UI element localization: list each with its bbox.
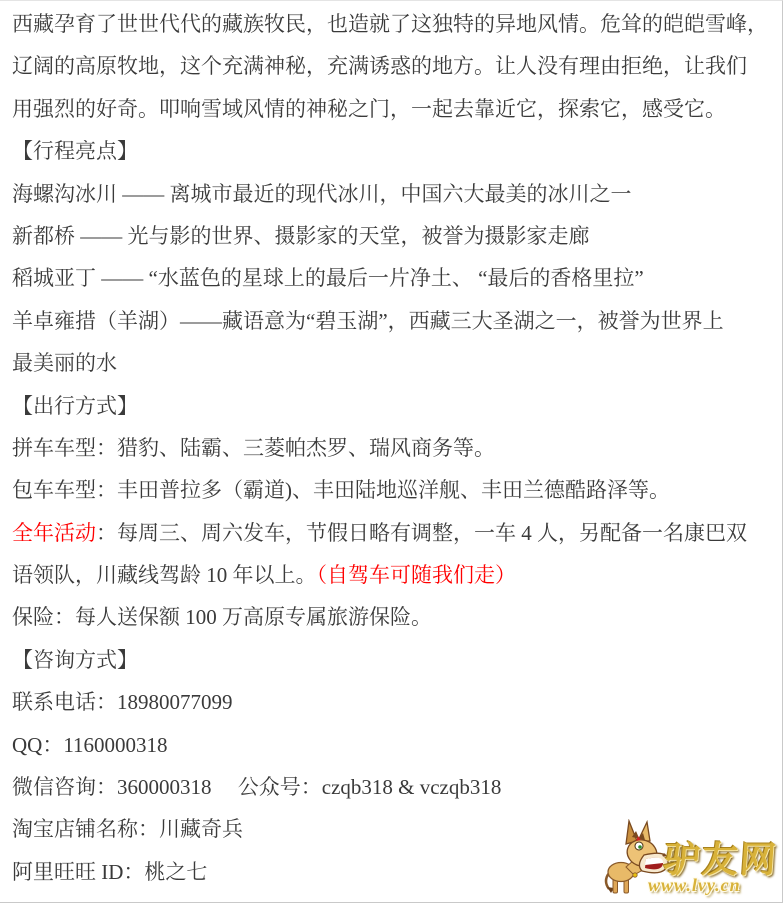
text-line xyxy=(12,512,776,554)
text-line xyxy=(12,681,776,723)
text-line xyxy=(12,257,776,299)
text-segment: 淘宝店铺名称：川藏奇兵 xyxy=(12,817,243,842)
highlighted-text-segment: 全年活动 xyxy=(12,520,96,545)
text-segment: 辽阔的高原牧地，这个充满神秘，充满诱惑的地方。让人没有理由拒绝，让我们 xyxy=(12,54,747,79)
text-line xyxy=(12,300,776,342)
highlighted-text-segment: （自驾车可随我们走） xyxy=(316,563,516,588)
text-segment: 保险：每人送保额 100 万高原专属旅游保险。 xyxy=(12,605,432,630)
logo-site-name: 驴友网 xyxy=(662,840,780,880)
document-content xyxy=(0,1,782,893)
text-segment: QQ：1160000318 xyxy=(12,732,168,757)
text-segment: 联系电话：18980077099 xyxy=(12,690,233,715)
text-segment: 羊卓雍措（羊湖）——藏语意为“碧玉湖”，西藏三大圣湖之一，被誉为世界上 xyxy=(12,308,724,333)
text-segment: 【咨询方式】 xyxy=(12,647,138,672)
text-segment: 海螺沟冰川 —— 离城市最近的现代冰川，中国六大最美的冰川之一 xyxy=(12,181,632,206)
text-segment: 【行程亮点】 xyxy=(12,139,138,164)
text-segment: 阿里旺旺 ID：桃之七 xyxy=(12,859,208,884)
text-line xyxy=(12,639,776,681)
text-line xyxy=(12,596,776,638)
text-line xyxy=(12,45,776,87)
text-line xyxy=(12,554,776,596)
text-segment: 新都桥 —— 光与影的世界、摄影家的天堂，被誉为摄影家走廊 xyxy=(12,223,590,248)
text-line xyxy=(12,88,776,130)
text-segment: 西藏孕育了世世代代的藏族牧民，也造就了这独特的异地风情。危耸的皑皑雪峰， xyxy=(12,12,768,36)
text-line xyxy=(12,724,776,766)
logo-site-url: www.lvy.cn xyxy=(648,875,741,895)
text-segment: 拼车车型：猎豹、陆霸、三菱帕杰罗、瑞风商务等。 xyxy=(12,435,495,460)
text-segment: 用强烈的好奇。叩响雪域风情的神秘之门，一起去靠近它，探索它，感受它。 xyxy=(12,96,726,121)
text-line xyxy=(12,215,776,257)
text-segment: ：每周三、周六发车，节假日略有调整，一车 4 人，另配备一名康巴双 xyxy=(96,520,747,545)
text-line xyxy=(12,766,776,808)
text-line xyxy=(12,173,776,215)
text-line xyxy=(12,342,776,384)
text-segment: 最美丽的水 xyxy=(12,351,117,376)
lvy-site-logo xyxy=(602,820,778,900)
text-segment: 稻城亚丁 —— “水蓝色的星球上的最后一片净土、 “最后的香格里拉” xyxy=(12,266,644,291)
text-line xyxy=(12,130,776,172)
text-line xyxy=(12,469,776,511)
text-line xyxy=(12,427,776,469)
text-segment: 微信咨询：360000318 公众号：czqb318 & vczqb318 xyxy=(12,775,502,800)
text-segment: 【出行方式】 xyxy=(12,393,138,418)
text-line xyxy=(12,385,776,427)
text-segment: 语领队，川藏线驾龄 10 年以上。 xyxy=(12,563,317,588)
text-line xyxy=(12,3,776,45)
text-segment: 包车车型：丰田普拉多（霸道)、丰田陆地巡洋舰、丰田兰德酷路泽等。 xyxy=(12,478,670,503)
